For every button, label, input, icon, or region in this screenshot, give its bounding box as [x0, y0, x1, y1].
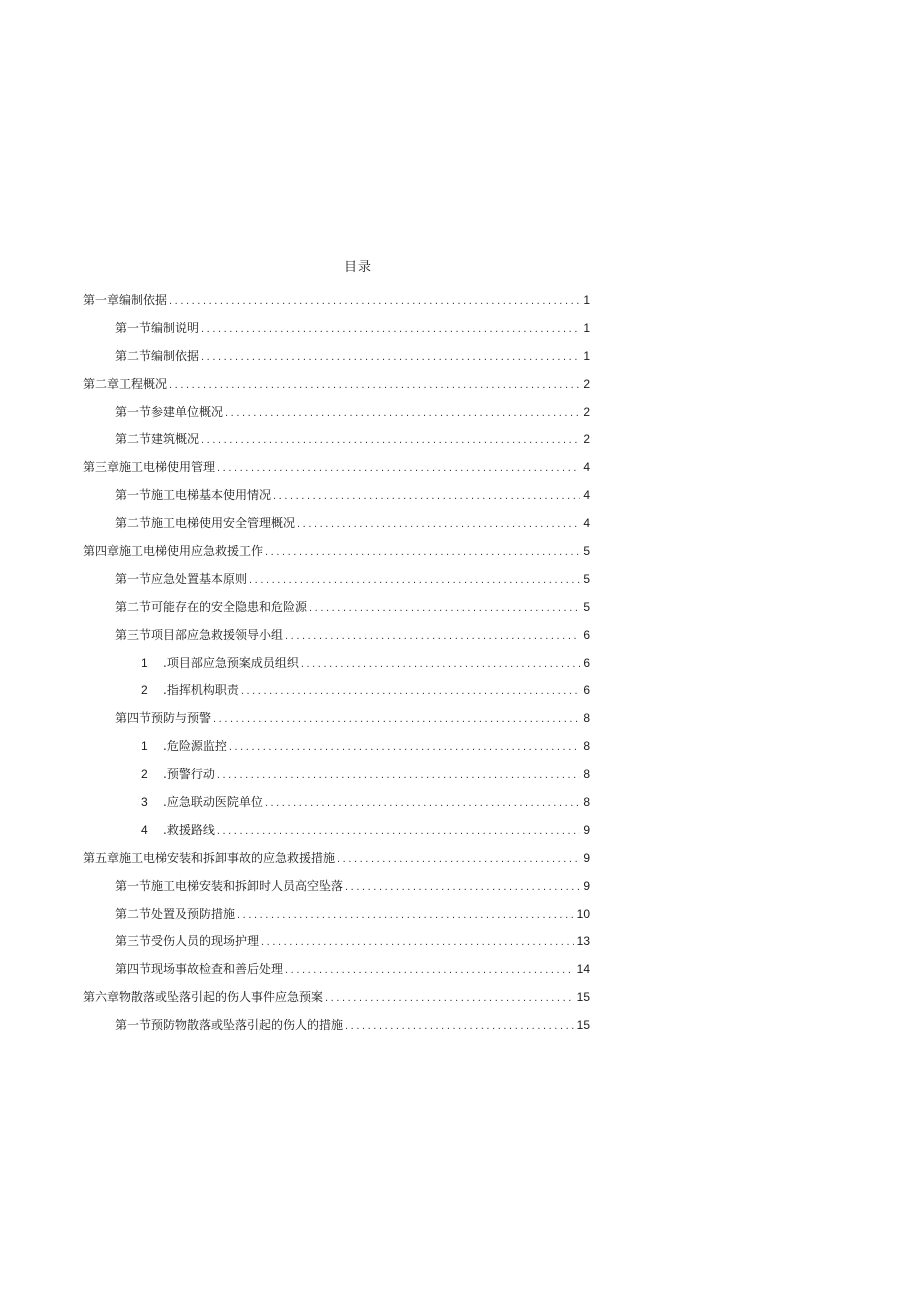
toc-leader-dots: [241, 685, 580, 697]
toc-leader-dots: [345, 881, 580, 893]
toc-leader-dots: [285, 630, 580, 642]
toc-entry-page-number: 2: [583, 376, 590, 391]
toc-leader-dots: [217, 825, 580, 837]
toc-entry-title: .应急联动医院单位: [163, 795, 263, 810]
toc-entry-title: 第一节应急处置基本原则: [115, 571, 248, 586]
toc-entry-number: 3: [141, 795, 148, 810]
toc-entry-page-number: 1: [583, 293, 590, 307]
toc-entry-page-number: 5: [583, 599, 590, 614]
toc-leader-dots: [213, 713, 580, 725]
toc-entry-title: 第一节参建单位概况: [115, 404, 224, 419]
toc-leader-dots: [285, 964, 574, 976]
toc-leader-dots: [225, 407, 580, 419]
toc-entry[interactable]: [83, 737, 590, 765]
toc-leader-dots: [325, 992, 574, 1004]
toc-entry-number: 1: [141, 655, 148, 670]
toc-leader-dots: [273, 490, 580, 502]
toc-leader-dots: [249, 574, 580, 586]
toc-entry-title: 第二节施工电梯使用安全管理概况: [115, 516, 296, 531]
toc-entry-page-number: 5: [583, 544, 590, 559]
toc-leader-dots: [229, 741, 580, 753]
toc-entry-page-number: 2: [583, 432, 590, 447]
toc-entry-number: 1: [141, 739, 148, 754]
toc-entry[interactable]: [83, 570, 590, 598]
toc-entry-title: 第四节现场事故检查和善后处理: [115, 962, 284, 977]
toc-entry-title: 第四章施工电梯使用应急救援工作: [83, 544, 264, 559]
toc-leader-dots: [169, 379, 580, 391]
toc-entry-page-number: 8: [583, 711, 590, 726]
toc-entry[interactable]: [83, 905, 590, 933]
toc-entry-title: 第二节建筑概况: [115, 432, 200, 447]
toc-entry[interactable]: [83, 821, 590, 849]
toc-entry-title: .预警行动: [163, 767, 215, 782]
toc-leader-dots: [217, 462, 580, 474]
toc-entry[interactable]: [83, 988, 590, 1016]
toc-entry[interactable]: [83, 932, 590, 960]
toc-entry[interactable]: [83, 514, 590, 542]
toc-entry[interactable]: [83, 347, 590, 375]
toc-entry[interactable]: [83, 681, 590, 709]
toc-entry-page-number: 14: [576, 962, 590, 977]
toc-entry-title: 第三节项目部应急救援领导小组: [115, 627, 284, 642]
toc-entry-title: 第一节施工电梯安装和拆卸时人员高空坠落: [115, 878, 344, 893]
toc-entry-page-number: 8: [583, 767, 590, 782]
toc-entry-title: .项目部应急预案成员组织: [163, 655, 299, 670]
toc-entry-page-number: 8: [583, 795, 590, 810]
toc-entry-title: .危险源监控: [163, 739, 227, 754]
toc-leader-dots: [261, 936, 574, 948]
toc-entry-page-number: 6: [583, 655, 590, 670]
toc-entry-title: 第一节编制说明: [115, 320, 200, 335]
toc-entry-page-number: 4: [583, 516, 590, 531]
toc-entry-number: 4: [141, 822, 148, 837]
toc-leader-dots: [169, 295, 580, 307]
toc-entry[interactable]: [83, 430, 590, 458]
toc-entry-title: 第二节编制依据: [115, 348, 200, 363]
toc-entry-number: 2: [141, 767, 148, 782]
toc-entry-title: .救援路线: [163, 822, 215, 837]
toc-entry[interactable]: [83, 319, 590, 347]
toc-entry-title: 第三章施工电梯使用管理: [83, 460, 216, 475]
toc-entry-title: 第二节可能存在的安全隐患和危险源: [115, 599, 308, 614]
toc-entry-page-number: 8: [583, 739, 590, 754]
toc-entry-title: 第二节处置及预防措施: [115, 906, 236, 921]
toc-entry-title: 第六章物散落或坠落引起的伤人事件应急预案: [83, 990, 324, 1005]
toc-leader-dots: [265, 797, 580, 809]
toc-entry-title: 第一节预防物散落或坠落引起的伤人的措施: [115, 1018, 344, 1033]
toc-leader-dots: [265, 546, 580, 558]
toc-entry-page-number: 4: [583, 488, 590, 503]
toc-entry[interactable]: [83, 793, 590, 821]
toc-entry[interactable]: [83, 1016, 590, 1044]
toc-entry-page-number: 6: [583, 627, 590, 642]
toc-entry-page-number: 13: [576, 934, 590, 949]
toc-entry[interactable]: [83, 849, 590, 877]
toc-entry[interactable]: [83, 375, 590, 403]
toc-entry[interactable]: [83, 291, 590, 319]
toc-entry-page-number: 2: [583, 404, 590, 419]
toc-entry-page-number: 10: [576, 906, 590, 921]
toc-entry-title: 第二章工程概况: [83, 376, 168, 391]
toc-entry-title: 第一节施工电梯基本使用情况: [115, 488, 272, 503]
toc-leader-dots: [201, 351, 580, 363]
toc-entry-title: 第一章编制依据: [83, 293, 168, 307]
toc-entry[interactable]: [83, 403, 590, 431]
toc-entry[interactable]: [83, 654, 590, 682]
toc-leader-dots: [301, 658, 580, 670]
toc-entry-page-number: 9: [583, 822, 590, 837]
toc-title: 目录: [343, 260, 372, 275]
toc-entry-title: 第三节受伤人员的现场护理: [115, 934, 260, 949]
table-of-contents: [83, 291, 590, 1044]
toc-leader-dots: [309, 602, 580, 614]
toc-leader-dots: [237, 909, 574, 921]
toc-entry-page-number: 4: [583, 460, 590, 475]
toc-entry[interactable]: [83, 877, 590, 905]
toc-leader-dots: [201, 434, 580, 446]
toc-entry-page-number: 1: [583, 320, 590, 335]
toc-entry[interactable]: [83, 458, 590, 486]
toc-entry-title: 第四节预防与预警: [115, 711, 212, 726]
toc-entry-title: 第五章施工电梯安装和拆卸事故的应急救援措施: [83, 850, 336, 865]
toc-entry[interactable]: [83, 765, 590, 793]
toc-entry[interactable]: [83, 542, 590, 570]
toc-leader-dots: [345, 1020, 574, 1032]
toc-leader-dots: [337, 853, 580, 865]
toc-entry[interactable]: [83, 709, 590, 737]
toc-entry[interactable]: [83, 598, 590, 626]
toc-entry-page-number: 6: [583, 683, 590, 698]
toc-entry-page-number: 9: [583, 878, 590, 893]
toc-entry-page-number: 15: [576, 990, 590, 1005]
toc-leader-dots: [217, 769, 580, 781]
toc-leader-dots: [201, 323, 580, 335]
toc-leader-dots: [297, 518, 580, 530]
toc-entry-page-number: 1: [583, 348, 590, 363]
toc-entry-page-number: 9: [583, 850, 590, 865]
toc-entry-title: .指挥机构职责: [163, 683, 239, 698]
toc-entry[interactable]: [83, 486, 590, 514]
toc-entry-number: 2: [141, 683, 148, 698]
toc-entry[interactable]: [83, 960, 590, 988]
toc-entry-page-number: 15: [576, 1018, 590, 1033]
toc-entry-page-number: 5: [583, 571, 590, 586]
toc-entry[interactable]: [83, 626, 590, 654]
